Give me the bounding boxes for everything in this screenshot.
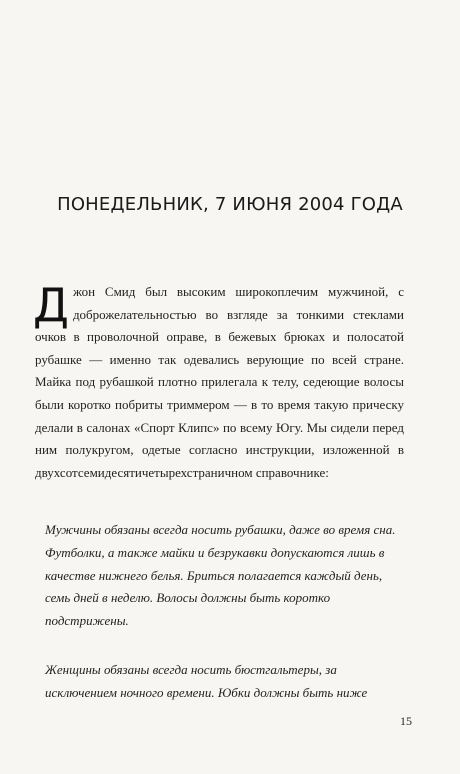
opening-paragraph-text: жон Смид был высоким широкоплечим мужчиной, с доброжелательностью во взгляде за тонкими стеклами очков в проволочной оправе, в бежевых брюках и полосатой рубашке — именно так одевались верующие по всей стране. Майка под рубашкой плотно прилегала к телу, седеющие волосы были коротко побриты триммером — в то время такую прическу делали в салонах «Спорт Клипс» по всему Югу. Мы сидели перед ним полукругом, одетые согласно инструкции, изложенной в двухсотсемидесятичетырехстраничном справочнике:: [35, 284, 404, 480]
page-number: 15: [400, 714, 412, 728]
chapter-heading: ПОНЕДЕЛЬНИК, 7 ИЮНЯ 2004 ГОДА: [57, 194, 403, 215]
opening-paragraph: [33, 278, 404, 484]
rules-quote-women: Женщины обязаны всегда носить бюстгальтеры, за исключением ночного времени. Юбки должны быть ниже: [45, 662, 368, 700]
drop-cap-letter: Д: [33, 278, 69, 332]
rules-quote-men: Мужчины обязаны всегда носить рубашки, даже во время сна. Футболки, а также майки и безрукавки допускаются лишь в качестве нижнего белья. Бриться полагается каждый день, семь дней в неделю. Волосы должны быть коротко подстрижены.: [45, 522, 396, 629]
